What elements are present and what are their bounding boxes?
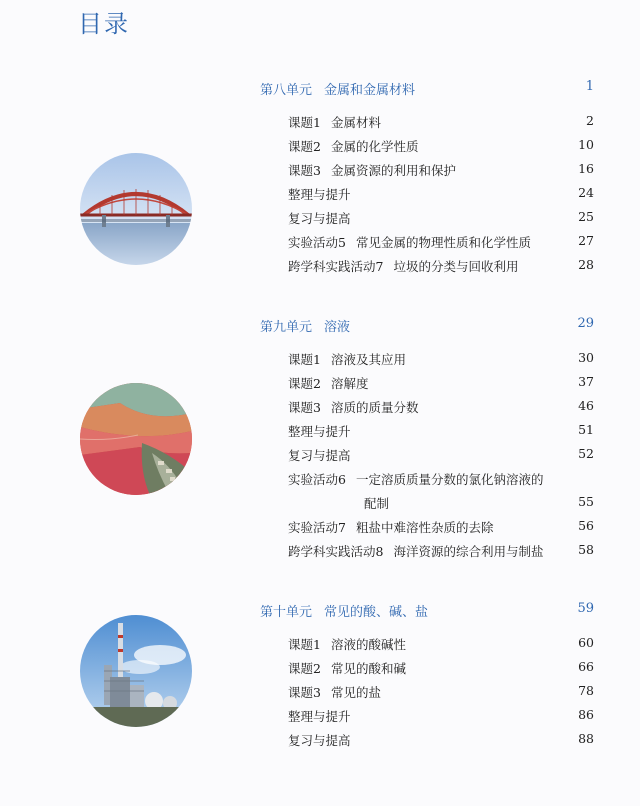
toc-row-title: 一定溶质质量分数的氯化钠溶液的 <box>355 472 544 487</box>
toc-row[interactable] <box>288 683 594 707</box>
toc-row[interactable] <box>288 257 594 281</box>
toc-row-page: 52 <box>578 446 594 461</box>
unit-page: 1 <box>585 79 594 94</box>
salt-pond-icon <box>80 383 192 495</box>
toc-row[interactable] <box>288 209 594 233</box>
toc-row-title: 溶液及其应用 <box>330 352 406 367</box>
toc-row-page: 27 <box>578 233 594 248</box>
toc-row-title: 整理与提升 <box>288 187 351 202</box>
unit-number: 第八单元 <box>260 83 313 98</box>
unit-heading[interactable] <box>260 601 594 621</box>
toc-row-title: 金属资源的利用和保护 <box>330 163 456 178</box>
toc-row[interactable] <box>288 446 594 470</box>
toc-row[interactable] <box>288 518 594 542</box>
toc-row[interactable] <box>288 161 594 185</box>
toc-row-number: 课题1 <box>288 637 321 652</box>
toc-row[interactable] <box>288 374 594 398</box>
toc-row-number: 课题1 <box>288 352 321 367</box>
toc-row-number: 跨学科实践活动7 <box>288 259 384 274</box>
toc-row-title: 溶解度 <box>330 376 369 391</box>
toc-row-title: 溶质的质量分数 <box>330 400 419 415</box>
toc-row-title: 金属的化学性质 <box>330 139 419 154</box>
unit-heading[interactable] <box>260 316 594 336</box>
toc-row-title: 常见金属的物理性质和化学性质 <box>355 235 531 250</box>
toc-row-title: 整理与提升 <box>288 709 351 724</box>
toc-row-number: 跨学科实践活动8 <box>288 544 384 559</box>
toc-row[interactable] <box>288 659 594 683</box>
toc-row[interactable] <box>288 398 594 422</box>
unit-heading[interactable] <box>260 79 594 99</box>
bridge-icon <box>80 153 192 265</box>
toc-row-page: 78 <box>578 683 594 698</box>
toc-row-title: 粗盐中难溶性杂质的去除 <box>355 520 494 535</box>
toc-row-page: 55 <box>578 494 594 509</box>
toc-row-number: 课题3 <box>288 163 321 178</box>
unit-title: 常见的酸、碱、盐 <box>324 605 429 620</box>
toc-row[interactable] <box>288 185 594 209</box>
toc-row-number: 实验活动6 <box>288 472 346 487</box>
toc-row-page: 58 <box>578 542 594 557</box>
toc-row[interactable] <box>288 350 594 374</box>
toc-row-title: 金属材料 <box>330 115 381 130</box>
toc-row-number: 实验活动5 <box>288 235 346 250</box>
toc-row-page: 16 <box>578 161 594 176</box>
toc-row-title: 溶液的酸碱性 <box>330 637 406 652</box>
toc-row-number: 实验活动7 <box>288 520 346 535</box>
toc-row[interactable] <box>288 137 594 161</box>
toc-row-number: 课题3 <box>288 685 321 700</box>
toc-row[interactable] <box>288 470 594 518</box>
toc-row[interactable] <box>288 542 594 566</box>
toc-row-page: 30 <box>578 350 594 365</box>
toc-row[interactable] <box>288 707 594 731</box>
toc-row-page: 2 <box>586 113 594 128</box>
toc-row[interactable] <box>288 233 594 257</box>
toc-row-page: 51 <box>578 422 594 437</box>
toc-row-page: 24 <box>578 185 594 200</box>
unit-number: 第九单元 <box>260 320 313 335</box>
toc-row-title: 常见的酸和碱 <box>330 661 406 676</box>
toc-row-number: 课题2 <box>288 661 321 676</box>
toc-row-title: 垃圾的分类与回收利用 <box>393 259 519 274</box>
toc-row[interactable] <box>288 422 594 446</box>
toc-row-title: 整理与提升 <box>288 424 351 439</box>
toc-row-number: 课题1 <box>288 115 321 130</box>
toc-row-title: 常见的盐 <box>330 685 381 700</box>
toc-row-page: 60 <box>578 635 594 650</box>
unit-title: 金属和金属材料 <box>324 83 416 98</box>
unit-number: 第十单元 <box>260 605 313 620</box>
toc-row-number: 课题2 <box>288 376 321 391</box>
toc-row-number: 课题2 <box>288 139 321 154</box>
toc-row-page: 10 <box>578 137 594 152</box>
toc-row-page: 28 <box>578 257 594 272</box>
page-title: 目录 <box>78 10 130 38</box>
toc-row-page: 88 <box>578 731 594 746</box>
toc-row-page: 86 <box>578 707 594 722</box>
unit-page: 29 <box>577 316 594 331</box>
unit-title: 溶液 <box>324 320 351 335</box>
toc-row-number: 课题3 <box>288 400 321 415</box>
toc-row-page: 25 <box>578 209 594 224</box>
toc-row-page: 37 <box>578 374 594 389</box>
toc-row-title: 复习与提高 <box>288 733 351 748</box>
toc-row-title: 海洋资源的综合利用与制盐 <box>393 544 544 559</box>
toc-row-page: 66 <box>578 659 594 674</box>
unit-page: 59 <box>577 601 594 616</box>
toc-row[interactable] <box>288 731 594 755</box>
toc-row-title: 复习与提高 <box>288 211 351 226</box>
toc-row-title-continued: 配制 <box>364 496 390 511</box>
toc-row[interactable] <box>288 635 594 659</box>
toc-row[interactable] <box>288 113 594 137</box>
chemical-plant-icon <box>80 615 192 727</box>
toc-row-title: 复习与提高 <box>288 448 351 463</box>
toc-row-page: 56 <box>578 518 594 533</box>
toc-row-page: 46 <box>578 398 594 413</box>
